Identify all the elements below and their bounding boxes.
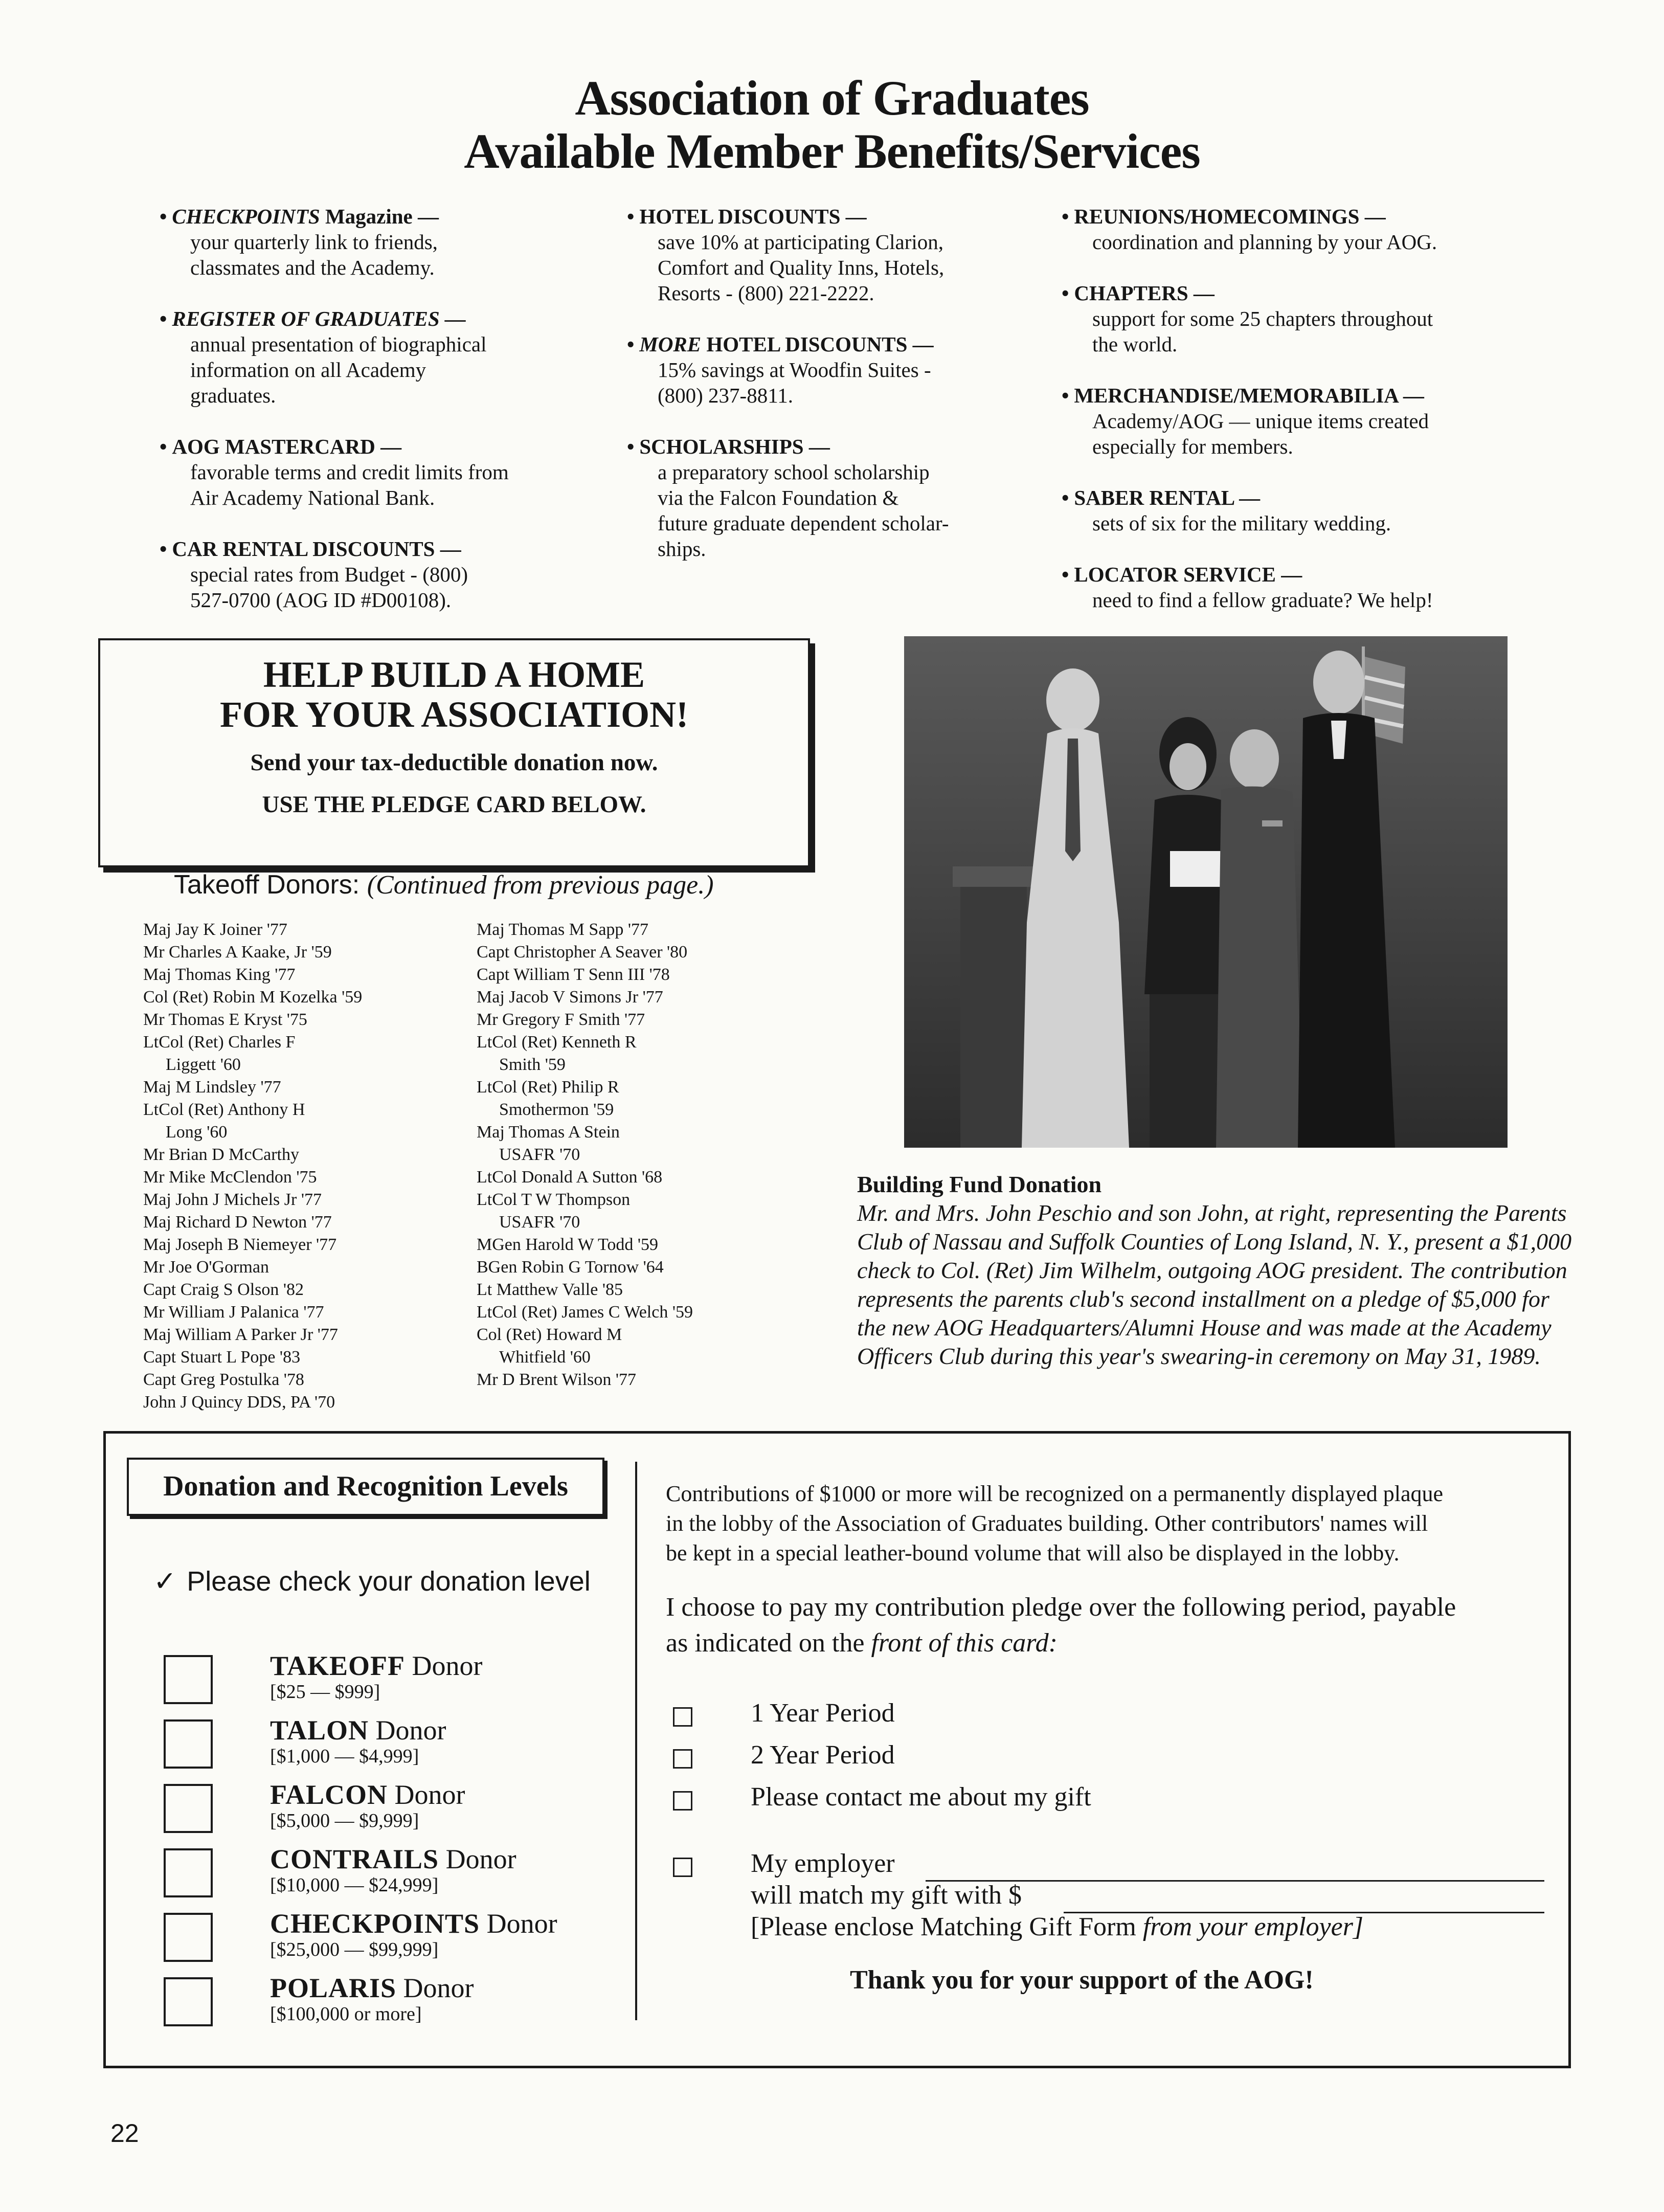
donor-name: Lt Matthew Valle '85 — [477, 1280, 623, 1299]
page-title-line2: Available Member Benefits/Services — [464, 124, 1200, 178]
help-build-box — [98, 638, 810, 867]
employer-line-3 — [751, 1912, 1363, 1942]
option-1-year-label: 1 Year Period — [751, 1699, 895, 1728]
level-name-bold: CONTRAILS — [270, 1844, 439, 1874]
bullet-icon: • — [1062, 205, 1069, 228]
benefit-item — [160, 434, 599, 510]
benefit-item — [160, 536, 599, 613]
donor-name: Smothermon '59 — [499, 1100, 614, 1119]
level-name-suffix: Donor — [369, 1715, 446, 1746]
benefit-description-line: save 10% at participating Clarion, — [658, 230, 944, 254]
donor-name: Maj Jay K Joiner '77 — [143, 920, 287, 939]
benefit-heading — [160, 536, 599, 562]
bullet-icon: • — [160, 205, 167, 228]
benefit-item — [627, 331, 1067, 408]
donor-name: Maj Thomas King '77 — [143, 965, 296, 984]
benefit-heading-text: AOG MASTERCARD — — [172, 435, 402, 458]
benefit-item — [1062, 485, 1501, 536]
benefit-item — [160, 306, 599, 408]
employer-match-checkbox[interactable] — [673, 1858, 692, 1877]
donor-name: Maj M Lindsley '77 — [143, 1078, 281, 1097]
benefit-item — [627, 204, 1067, 306]
benefit-description-line: information on all Academy — [190, 358, 426, 382]
level-name-suffix: Donor — [439, 1844, 516, 1874]
recognition-line-1: Contributions of $1000 or more will be recognized on a permanently displayed plaque — [666, 1481, 1444, 1506]
level-name-bold: TALON — [270, 1715, 369, 1746]
recognition-text — [666, 1479, 1545, 1568]
level-checkbox-falcon[interactable] — [164, 1784, 213, 1833]
donor-name: LtCol (Ret) Anthony H — [143, 1100, 305, 1119]
benefit-description-line: via the Falcon Foundation & — [658, 486, 899, 509]
photo-illustration — [904, 636, 1508, 1148]
help-send-line: Send your tax-deductible donation now. — [250, 749, 658, 776]
benefit-heading-text: Magazine — — [320, 205, 439, 228]
bullet-icon: • — [627, 332, 635, 356]
help-title-line1: HELP BUILD A HOME — [263, 654, 645, 695]
pledge-card-divider — [635, 1462, 637, 2020]
benefit-heading-text: CHAPTERS — — [1074, 281, 1215, 305]
period-line-1: I choose to pay my contribution pledge over the following period, payable — [666, 1593, 1456, 1622]
benefit-description-line: 15% savings at Woodfin Suites - — [658, 358, 931, 382]
level-name-bold: TAKEOFF — [270, 1650, 406, 1681]
benefit-heading-text: REUNIONS/HOMECOMINGS — — [1074, 205, 1386, 228]
benefit-heading — [1062, 562, 1501, 587]
donor-name: LtCol (Ret) Charles F — [143, 1033, 296, 1052]
benefit-item — [627, 434, 1067, 562]
benefit-description-line: favorable terms and credit limits from — [190, 460, 509, 484]
level-name — [270, 1909, 557, 1938]
benefit-description-line: especially for members. — [1092, 435, 1293, 458]
level-checkbox-takeoff[interactable] — [164, 1655, 213, 1704]
benefit-item — [160, 204, 599, 280]
employer-line-1: My employer — [751, 1849, 895, 1878]
benefit-description-line: the world. — [1092, 332, 1178, 356]
option-contact-label: Please contact me about my gift — [751, 1782, 1091, 1812]
donor-name: Maj John J Michels Jr '77 — [143, 1190, 322, 1209]
donor-name: MGen Harold W Todd '59 — [477, 1235, 659, 1254]
donor-name: Mr William J Palanica '77 — [143, 1303, 324, 1322]
benefit-heading-italic: REGISTER OF GRADUATES — — [172, 307, 466, 330]
level-name — [270, 1973, 474, 2003]
bullet-icon: • — [1062, 384, 1069, 407]
benefit-heading — [627, 331, 1067, 357]
donor-name: Maj William A Parker Jr '77 — [143, 1325, 338, 1344]
donor-name: Maj Joseph B Niemeyer '77 — [143, 1235, 337, 1254]
check-level-prompt — [153, 1565, 591, 1597]
level-checkbox-talon[interactable] — [164, 1719, 213, 1769]
donor-name: Long '60 — [166, 1123, 228, 1142]
benefit-description-line: 527-0700 (AOG ID #D00108). — [190, 588, 452, 612]
level-name-bold: FALCON — [270, 1779, 388, 1810]
donor-name: Smith '59 — [499, 1055, 566, 1074]
benefit-heading-text: HOTEL DISCOUNTS — — [639, 205, 867, 228]
option-2-year-label: 2 Year Period — [751, 1740, 895, 1770]
donor-name: Maj Richard D Newton '77 — [143, 1213, 332, 1232]
benefit-description-line: need to find a fellow graduate? We help! — [1092, 588, 1433, 612]
benefit-description-line: Air Academy National Bank. — [190, 486, 435, 509]
level-range: [$25,000 — $99,999] — [270, 1939, 439, 1960]
donor-name: BGen Robin G Tornow '64 — [477, 1258, 664, 1277]
period-line-2a: as indicated on the — [666, 1628, 871, 1658]
recognition-line-3: be kept in a special leather-bound volume that will also be displayed in the lobby. — [666, 1540, 1400, 1566]
donor-list-column-2 — [477, 919, 693, 1391]
donor-name: Mr Joe O'Gorman — [143, 1258, 269, 1277]
level-name — [270, 1715, 446, 1745]
donor-name: Mr Gregory F Smith '77 — [477, 1010, 645, 1029]
donor-name: Mr D Brent Wilson '77 — [477, 1370, 637, 1389]
benefit-description-line: Academy/AOG — unique items created — [1092, 409, 1429, 433]
benefit-heading — [160, 306, 599, 331]
photo-caption — [857, 1170, 1573, 1371]
option-2-year-checkbox[interactable] — [673, 1749, 692, 1769]
benefit-description-line: coordination and planning by your AOG. — [1092, 230, 1437, 254]
donor-name: Whitfield '60 — [499, 1348, 591, 1367]
bullet-icon: • — [160, 537, 167, 561]
level-name-suffix: Donor — [388, 1779, 465, 1810]
benefit-description-line: future graduate dependent scholar- — [658, 511, 949, 535]
benefit-heading-text: SCHOLARSHIPS — — [639, 435, 830, 458]
benefits-column-3 — [1062, 204, 1501, 638]
donor-name: USAFR '70 — [499, 1145, 580, 1164]
option-contact-checkbox[interactable] — [673, 1791, 692, 1811]
benefit-item — [1062, 204, 1501, 255]
bullet-icon: • — [160, 435, 167, 458]
donor-name: Col (Ret) Robin M Kozelka '59 — [143, 988, 363, 1007]
level-name-bold: CHECKPOINTS — [270, 1908, 480, 1939]
level-name — [270, 1651, 483, 1681]
level-name-suffix: Donor — [396, 1973, 474, 2003]
benefit-description-line: a preparatory school scholarship — [658, 460, 930, 484]
benefits-column-1 — [160, 204, 599, 638]
donor-name: Mr Charles A Kaake, Jr '59 — [143, 943, 332, 962]
bullet-icon: • — [160, 307, 167, 330]
donor-name: Capt Stuart L Pope '83 — [143, 1348, 301, 1367]
page-number: 22 — [110, 2119, 139, 2148]
checkmark-icon: ✓ — [153, 1565, 177, 1597]
benefit-heading — [627, 434, 1067, 459]
donor-name: Capt Greg Postulka '78 — [143, 1370, 304, 1389]
page-title-line1: Association of Graduates — [575, 71, 1089, 125]
donor-name: LtCol (Ret) James C Welch '59 — [477, 1303, 693, 1322]
donor-list-column-1 — [143, 919, 362, 1414]
level-range: [$10,000 — $24,999] — [270, 1874, 439, 1896]
benefit-heading-text: LOCATOR SERVICE — — [1074, 563, 1302, 586]
donor-name: LtCol (Ret) Philip R — [477, 1078, 619, 1097]
level-name-bold: POLARIS — [270, 1973, 397, 2003]
donor-name: Col (Ret) Howard M — [477, 1325, 622, 1344]
bullet-icon: • — [627, 435, 635, 458]
donor-name: John J Quincy DDS, PA '70 — [143, 1393, 335, 1412]
donor-name: LtCol T W Thompson — [477, 1190, 631, 1209]
period-line-2 — [666, 1625, 1545, 1661]
period-line-2b: front of this card: — [871, 1628, 1058, 1658]
donor-name: LtCol (Ret) Kenneth R — [477, 1033, 637, 1052]
donor-name: USAFR '70 — [499, 1213, 580, 1232]
benefit-item — [1062, 562, 1501, 613]
benefit-description-line: Resorts - (800) 221-2222. — [658, 281, 874, 305]
donor-name: Maj Thomas A Stein — [477, 1123, 620, 1142]
benefit-description-line: your quarterly link to friends, — [190, 230, 438, 254]
donation-levels-title: Donation and Recognition Levels — [127, 1458, 604, 1516]
employer-line-3a: [Please enclose Matching Gift Form — [751, 1912, 1143, 1941]
thank-you-line: Thank you for your support of the AOG! — [850, 1965, 1314, 1995]
benefit-heading — [160, 434, 599, 459]
benefit-heading-text: MERCHANDISE/MEMORABILIA — — [1074, 384, 1424, 407]
donor-name: Mr Thomas E Kryst '75 — [143, 1010, 307, 1029]
level-range: [$1,000 — $4,999] — [270, 1746, 419, 1767]
donor-name: Mr Mike McClendon '75 — [143, 1168, 317, 1187]
caption-title: Building Fund Donation — [857, 1171, 1102, 1197]
bullet-icon: • — [1062, 563, 1069, 586]
benefit-description-line: support for some 25 chapters throughout — [1092, 307, 1433, 330]
benefit-heading-text: SABER RENTAL — — [1074, 486, 1261, 509]
level-name-suffix: Donor — [480, 1908, 557, 1939]
level-checkbox-contrails[interactable] — [164, 1848, 213, 1897]
donor-name: Capt William T Senn III '78 — [477, 965, 670, 984]
help-pledge-line: USE THE PLEDGE CARD BELOW. — [262, 791, 646, 818]
benefit-description-line: annual presentation of biographical — [190, 332, 487, 356]
benefit-heading-italic: CHECKPOINTS — [172, 205, 320, 228]
level-name — [270, 1844, 516, 1874]
benefit-heading — [1062, 280, 1501, 306]
level-range: [$100,000 or more] — [270, 2003, 422, 2025]
donor-name: Capt Christopher A Seaver '80 — [477, 943, 688, 962]
bullet-icon: • — [1062, 281, 1069, 305]
level-name-suffix: Donor — [405, 1650, 483, 1681]
level-checkbox-checkpoints[interactable] — [164, 1913, 213, 1962]
benefit-description-line: (800) 237-8811. — [658, 384, 793, 407]
benefit-description-line: sets of six for the military wedding. — [1092, 511, 1391, 535]
benefit-heading — [160, 204, 599, 229]
benefit-description-line: graduates. — [190, 384, 276, 407]
employer-line-2: will match my gift with $ — [751, 1881, 1022, 1910]
donor-name: Mr Brian D McCarthy — [143, 1145, 300, 1164]
donor-name: LtCol Donald A Sutton '68 — [477, 1168, 663, 1187]
benefit-description-line: special rates from Budget - (800) — [190, 563, 468, 586]
benefit-heading — [627, 204, 1067, 229]
level-range: [$25 — $999] — [270, 1681, 380, 1703]
period-text — [666, 1590, 1545, 1661]
donor-name: Maj Jacob V Simons Jr '77 — [477, 988, 663, 1007]
check-level-label: Please check your donation level — [187, 1566, 591, 1597]
benefit-heading-text: CAR RENTAL DISCOUNTS — — [172, 537, 461, 561]
level-range: [$5,000 — $9,999] — [270, 1810, 419, 1831]
level-name — [270, 1780, 465, 1809]
benefit-description-line: Comfort and Quality Inns, Hotels, — [658, 256, 945, 279]
benefit-description-line: ships. — [658, 537, 706, 561]
benefit-description-line: classmates and the Academy. — [190, 256, 435, 279]
bullet-icon: • — [1062, 486, 1069, 509]
help-title-line2: FOR YOUR ASSOCIATION! — [219, 694, 689, 735]
benefit-item — [1062, 383, 1501, 459]
donor-name: Maj Thomas M Sapp '77 — [477, 920, 649, 939]
recognition-line-2: in the lobby of the Association of Graduates building. Other contributors' names will — [666, 1511, 1428, 1536]
benefit-heading-italic: MORE — [639, 332, 702, 356]
benefit-heading — [1062, 485, 1501, 510]
caption-text: Mr. and Mrs. John Peschio and son John, at right, representing the Parents Club of Nassau and Suffolk Counties of Long Island, N. Y., present a $1,000 check to Col. (Ret) Jim Wilhelm, outgoing AOG president. The contribution represents the parents club's second installment on a pledge of $5,000 for the new AOG Headquarters/Alumni House and was made at the Academy Officers Club during this year's swearing-in ceremony on May 31, 1989. — [857, 1200, 1572, 1369]
benefit-heading-text: HOTEL DISCOUNTS — — [701, 332, 934, 356]
benefit-item — [1062, 280, 1501, 357]
option-1-year-checkbox[interactable] — [673, 1707, 692, 1727]
bullet-icon: • — [627, 205, 635, 228]
level-checkbox-polaris[interactable] — [164, 1977, 213, 2026]
benefit-heading — [1062, 383, 1501, 408]
building-fund-photo — [904, 636, 1508, 1148]
takeoff-donors-heading — [174, 869, 714, 900]
donor-name: Capt Craig S Olson '82 — [143, 1280, 304, 1299]
donor-name: Liggett '60 — [166, 1055, 241, 1074]
donors-heading-label: Takeoff Donors: — [174, 870, 360, 900]
employer-line-3b: from your employer] — [1142, 1912, 1364, 1941]
benefits-column-2 — [627, 204, 1067, 587]
benefit-heading — [1062, 204, 1501, 229]
donors-heading-note: (Continued from previous page.) — [367, 870, 714, 900]
